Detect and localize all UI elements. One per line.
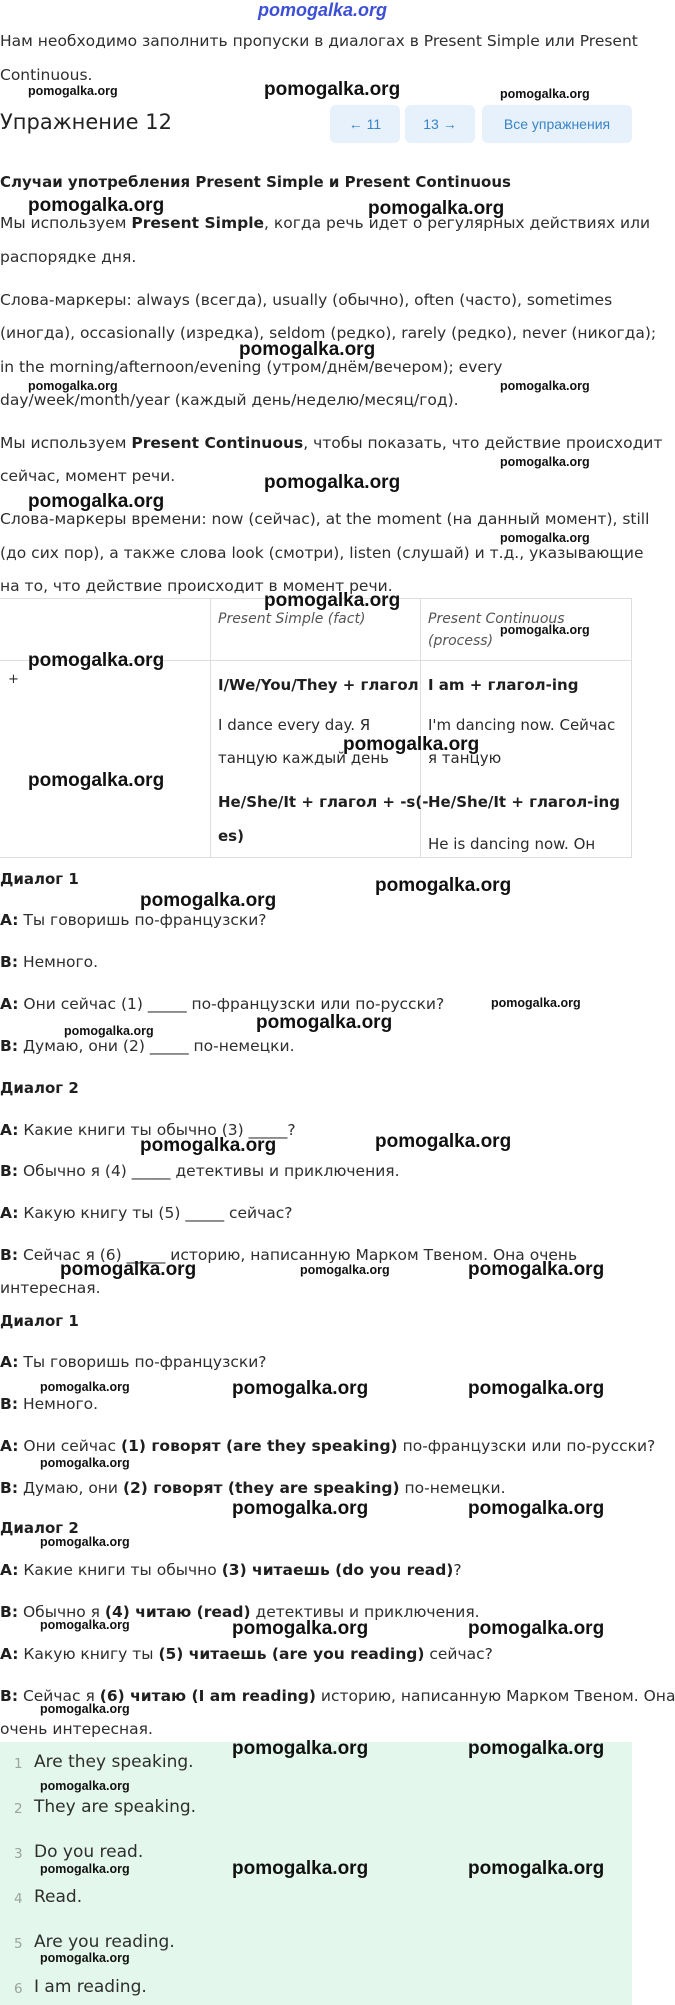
ps-usage-prefix: Мы используем [0,214,132,232]
watermark: pomogalka.org [40,1951,130,1965]
watermark: pomogalka.org [140,1135,277,1156]
solution-dialog-2-title: Диалог 2 [0,1519,79,1537]
solution-line-a4 [0,1644,493,1664]
answer-text: (5) читаешь (are you reading) [158,1645,425,1663]
task-d1-line-b1 [0,952,98,972]
speaker-label: A: [0,1437,19,1455]
line-text: сейчас? [424,1645,493,1663]
pc-usage-line-2: сейчас, момент речи. [0,467,176,485]
prev-exercise-button[interactable]: ← 11 [330,105,400,143]
task-d2-line-a2 [0,1203,293,1223]
speaker-label: B: [0,1037,19,1055]
speaker-label: A: [0,1204,19,1222]
watermark: pomogalka.org [468,1378,605,1399]
pc-term: Present Continuous [131,434,304,452]
solution-line-a2 [0,1436,655,1456]
answer-text: (1) говорят (are they speaking) [120,1437,398,1455]
table-row-sign: + [8,672,19,687]
ps-term: Present Simple [131,214,265,232]
answer-item: Are you reading. [34,1932,175,1952]
watermark: pomogalka.org [60,1259,197,1280]
pc-example-1-line-2: я танцую [428,749,502,767]
solution-line-b2 [0,1478,506,1498]
intro-line-1: Нам необходимо заполнить пропуски в диалогах в Present Simple или Present [0,32,638,50]
all-exercises-button[interactable]: Все упражнения [482,105,632,143]
line-text: Немного. [18,953,98,971]
table-header-present-continuous-1: Present Continuous [428,611,565,627]
pc-usage-prefix: Мы используем [0,434,132,452]
pc-example-1-line-1: I'm dancing now. Сейчас [428,716,616,734]
watermark: pomogalka.org [28,650,165,671]
speaker-label: B: [0,953,19,971]
task-d2-line-b1 [0,1161,400,1181]
speaker-label: B: [0,1687,19,1705]
answer-number: 6 [14,1981,23,1997]
line-text: ? [453,1561,462,1579]
line-text: Ты говоришь по-французски? [18,911,267,929]
speaker-label: A: [0,911,19,929]
ps-markers-line-2: (иногда), occasionally (изредка), seldom (редко), rarely (редко), never (никогда); [0,324,657,342]
watermark: pomogalka.org [500,87,590,101]
watermark: pomogalka.org [500,379,590,393]
task-d1-line-a1 [0,910,267,930]
watermark: pomogalka.org [28,195,165,216]
watermark: pomogalka.org [232,1858,369,1879]
next-exercise-button[interactable]: 13 → [405,105,475,143]
task-d1-line-b2 [0,1036,295,1056]
watermark: pomogalka.org [468,1858,605,1879]
watermark: pomogalka.org [264,472,401,493]
line-text: Они сейчас (1) _____ по-французски или по-русски? [18,995,445,1013]
table-divider-3 [631,598,632,858]
watermark: pomogalka.org [256,1012,393,1033]
watermark: pomogalka.org [40,1380,130,1394]
watermark: pomogalka.org [264,590,401,611]
speaker-label: A: [0,995,19,1013]
speaker-label: B: [0,1603,19,1621]
answer-text: (4) читаю (read) [104,1603,251,1621]
watermark: pomogalka.org [468,1618,605,1639]
pc-markers-line-1: Слова-маркеры времени: now (сейчас), at the moment (на данный момент), still [0,510,650,528]
ps-rule-2-line-1: He/She/It + глагол + -s(- [218,793,429,811]
line-text: по-немецки. [399,1479,506,1497]
watermark: pomogalka.org [232,1738,369,1759]
watermark: pomogalka.org [140,890,277,911]
table-header-present-continuous-2: (process) [428,633,494,649]
line-text: Думаю, они [18,1479,123,1497]
answer-number: 1 [14,1756,23,1772]
watermark: pomogalka.org [239,339,376,360]
watermark: pomogalka.org [491,996,581,1010]
table-divider-1 [210,598,211,858]
ps-example-1-line-1: I dance every day. Я [218,716,371,734]
pc-usage-suffix: , чтобы показать, что действие происходит [303,434,663,452]
pc-rule-1: I am + глагол-ing [428,676,579,694]
speaker-label: A: [0,1645,19,1663]
ps-usage-suffix: , когда речь идет о регулярных действиях или [264,214,651,232]
answer-number: 2 [14,1801,23,1817]
line-text: Немного. [18,1395,98,1413]
speaker-label: B: [0,1395,19,1413]
ps-markers-line-1: Слова-маркеры: always (всегда), usually (обычно), often (часто), sometimes [0,291,613,309]
solution-line-a1 [0,1352,267,1372]
pc-example-2: He is dancing now. Он [428,835,596,853]
line-text: Сейчас я [18,1687,100,1705]
watermark: pomogalka.org [232,1498,369,1519]
answer-item: Are they speaking. [34,1752,194,1772]
line-text: историю, написанную Марком Твеном. Она [316,1687,675,1705]
watermark: pomogalka.org [500,531,590,545]
line-text: Какие книги ты обычно [18,1561,222,1579]
watermark: pomogalka.org [40,1535,130,1549]
watermark: pomogalka.org [28,770,165,791]
watermark: pomogalka.org [232,1378,369,1399]
ps-rule-1: I/We/You/They + глагол [218,676,419,694]
site-logo[interactable]: pomogalka.org [258,0,388,20]
watermark: pomogalka.org [300,1263,390,1277]
watermark: pomogalka.org [40,1456,130,1470]
task-d1-line-a2 [0,994,444,1014]
answer-number: 3 [14,1846,23,1862]
pc-markers-line-3: на то, что действие происходит в момент речи. [0,577,393,595]
solution-line-b4-cont: очень интересная. [0,1720,153,1738]
line-text: Обычно я (4) _____ детективы и приключения. [18,1162,400,1180]
pc-markers-line-2: (до сих пор), а также слова look (смотри), listen (слушай) и т.д., указывающие [0,544,644,562]
answer-item: Read. [34,1887,83,1907]
line-text: Какую книгу ты (5) _____ сейчас? [18,1204,293,1222]
watermark: pomogalka.org [64,1024,154,1038]
line-text: Они сейчас [18,1437,121,1455]
watermark: pomogalka.org [28,491,165,512]
speaker-label: B: [0,1246,19,1264]
theory-heading: Случаи употребления Present Simple и Present Continuous [0,173,511,191]
ps-markers-line-3: in the morning/afternoon/evening (утром/днём/вечером); every [0,358,503,376]
page-title: Упражнение 12 [0,110,172,134]
speaker-label: B: [0,1162,19,1180]
solution-line-a3 [0,1560,462,1580]
answer-item: Do you read. [34,1842,144,1862]
answer-item: They are speaking. [34,1797,197,1817]
pc-usage-line-1 [0,433,662,453]
watermark: pomogalka.org [468,1259,605,1280]
task-d2-line-b2-cont: интересная. [0,1279,101,1297]
speaker-label: A: [0,1561,19,1579]
task-dialog-1-title: Диалог 1 [0,870,79,888]
watermark: pomogalka.org [28,379,118,393]
watermark: pomogalka.org [500,455,590,469]
watermark: pomogalka.org [232,1618,369,1639]
speaker-label: B: [0,1479,19,1497]
line-text: Обычно я [18,1603,105,1621]
intro-line-2: Continuous. [0,66,93,84]
watermark: pomogalka.org [40,1618,130,1632]
table-divider-2 [420,598,421,858]
line-text: по-французски или по-русски? [397,1437,656,1455]
line-text: детективы и приключения. [250,1603,480,1621]
speaker-label: A: [0,1353,19,1371]
watermark: pomogalka.org [40,1779,130,1793]
answer-text: (6) читаю (I am reading) [99,1687,316,1705]
watermark: pomogalka.org [375,1131,512,1152]
line-text: Какие книги ты обычно (3) _____? [18,1121,296,1139]
line-text: Ты говоришь по-французски? [18,1353,267,1371]
watermark: pomogalka.org [500,623,590,637]
ps-example-1-line-2: танцую каждый день [218,749,389,767]
line-text: Какую книгу ты [18,1645,159,1663]
watermark: pomogalka.org [28,84,118,98]
watermark: pomogalka.org [368,198,505,219]
watermark: pomogalka.org [375,875,512,896]
answer-number: 4 [14,1891,23,1907]
solution-line-b1 [0,1394,98,1414]
answer-text: (2) говорят (they are speaking) [122,1479,400,1497]
line-text: Сейчас я (6) _____ историю, написанную Марком Твеном. Она очень [18,1246,578,1264]
table-header-present-simple: Present Simple (fact) [218,611,366,627]
watermark: pomogalka.org [40,1702,130,1716]
answer-text: (3) читаешь (do you read) [221,1561,454,1579]
pc-rule-2: He/She/It + глагол-ing [428,793,620,811]
watermark: pomogalka.org [343,734,480,755]
ps-usage-line-2: распорядке дня. [0,248,137,266]
line-text: Думаю, они (2) _____ по-немецки. [18,1037,295,1055]
answer-item: I am reading. [34,1977,147,1997]
answer-number: 5 [14,1936,23,1952]
watermark: pomogalka.org [468,1498,605,1519]
watermark: pomogalka.org [40,1862,130,1876]
ps-markers-line-4: day/week/month/year (каждый день/неделю/месяц/год). [0,391,459,409]
watermark: pomogalka.org [468,1738,605,1759]
ps-rule-2-line-2: es) [218,827,244,845]
solution-dialog-1-title: Диалог 1 [0,1312,79,1330]
speaker-label: A: [0,1121,19,1139]
task-dialog-2-title: Диалог 2 [0,1079,79,1097]
watermark: pomogalka.org [264,79,401,100]
